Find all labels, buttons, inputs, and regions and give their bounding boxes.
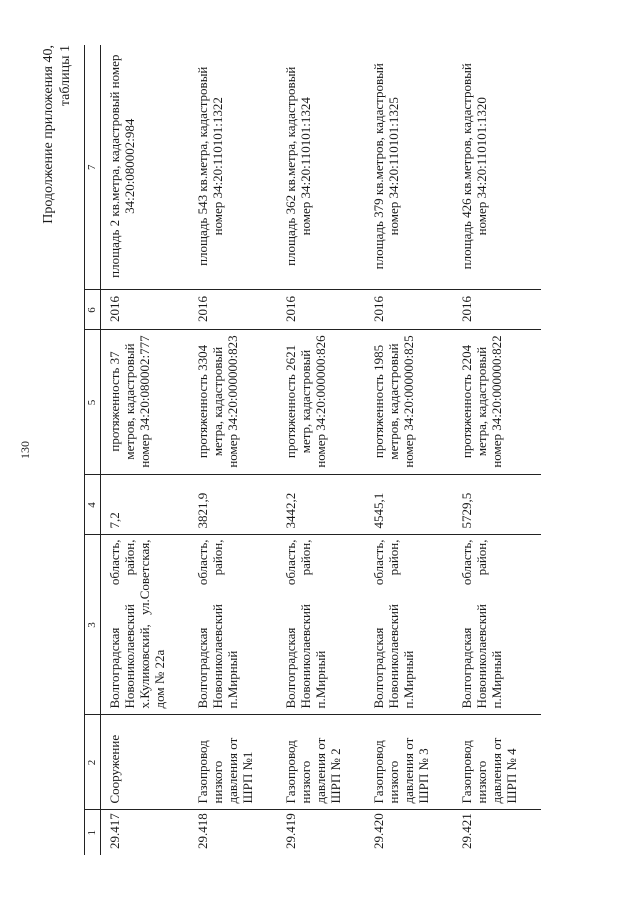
table-row: [365, 45, 453, 855]
address-text: Волгоградская область, Новониколаевский район, п.Мирный: [195, 539, 240, 709]
cell-note: площадь 379 кв.метров, кадастровый номер 34:20:110101:1325: [365, 45, 453, 290]
cell-value: 5729,5: [453, 475, 541, 535]
cell-note: площадь 426 кв.метров, кадастровый номер 34:20:110101:1320: [453, 45, 541, 290]
cell-note: площадь 362 кв.метра, кадастровый номер 34:20:110101:1324: [277, 45, 365, 290]
cell-number: 29.421: [459, 813, 474, 849]
cell-note: площадь 2 кв.метра, кадастровый номер 34:20:080002:984: [101, 45, 190, 290]
column-header: 4: [85, 475, 101, 535]
cell-name: Газопровод низкого давления от ШРП № 4: [453, 715, 541, 810]
table-row: [101, 45, 190, 855]
cell-year: 2016: [189, 290, 277, 330]
cell-value: 3442,2: [277, 475, 365, 535]
register-table: [84, 45, 541, 855]
cell-year: 2016: [277, 290, 365, 330]
cell-characteristics: протяженность 1985 метров, кадастровый номер 34:20:000000:825: [365, 330, 453, 475]
cell-value: 4545,1: [365, 475, 453, 535]
cell-value: 7,2: [101, 475, 190, 535]
header-row: [85, 45, 101, 855]
table-caption: [40, 45, 80, 855]
cell-value: 3821,9: [189, 475, 277, 535]
rotated-page-content: [40, 45, 600, 855]
caption-line-1: Продолжение приложения 40,: [41, 45, 56, 224]
column-header: 5: [85, 330, 101, 475]
cell-address: [101, 535, 190, 715]
cell-characteristics: протяженность 37 метров, кадастровый номер 34:20:080002:777: [101, 330, 190, 475]
cell-number: 29.420: [371, 813, 386, 849]
column-header: 6: [85, 290, 101, 330]
cell-number: 29.418: [195, 813, 210, 849]
table-row: [277, 45, 365, 855]
address-text: Волгоградская область, Новониколаевский район, п.Мирный: [459, 539, 504, 709]
cell-year: 2016: [365, 290, 453, 330]
cell-characteristics: протяженность 2204 метра, кадастровый номер 34:20:000000:822: [453, 330, 541, 475]
address-text: Волгоградская область, Новониколаевский район, п.Мирный: [371, 539, 416, 709]
cell-note: площадь 543 кв.метра, кадастровый номер 34:20:110101:1322: [189, 45, 277, 290]
table-row: [189, 45, 277, 855]
cell-address: [453, 535, 541, 715]
cell-address: [189, 535, 277, 715]
cell-number: 29.419: [283, 813, 298, 849]
column-header: 3: [85, 535, 101, 715]
cell-characteristics: протяженность 3304 метра, кадастровый номер 34:20:000000:823: [189, 330, 277, 475]
column-header: 2: [85, 715, 101, 810]
column-header: 7: [85, 45, 101, 290]
address-text: Волгоградская область, Новониколаевский район, х.Куликовский, ул.Советская, дом № 22а: [107, 539, 167, 709]
caption-line-2: таблицы 1: [58, 45, 73, 107]
cell-year: 2016: [453, 290, 541, 330]
cell-characteristics: протяженность 2621 метр, кадастровый номер 34:20:000000:826: [277, 330, 365, 475]
address-text: Волгоградская область, Новониколаевский район, п.Мирный: [283, 539, 328, 709]
page-number: 130: [18, 441, 32, 459]
cell-address: [365, 535, 453, 715]
cell-name: Сооружение: [101, 715, 190, 810]
cell-name: Газопровод низкого давления от ШРП № 2: [277, 715, 365, 810]
column-header: 1: [85, 810, 101, 855]
table-row: [453, 45, 541, 855]
cell-year: 2016: [101, 290, 190, 330]
cell-name: Газопровод низкого давления от ШРП № 3: [365, 715, 453, 810]
cell-address: [277, 535, 365, 715]
cell-name: Газопровод низкого давления от ШРП №1: [189, 715, 277, 810]
cell-number: 29.417: [107, 813, 122, 849]
